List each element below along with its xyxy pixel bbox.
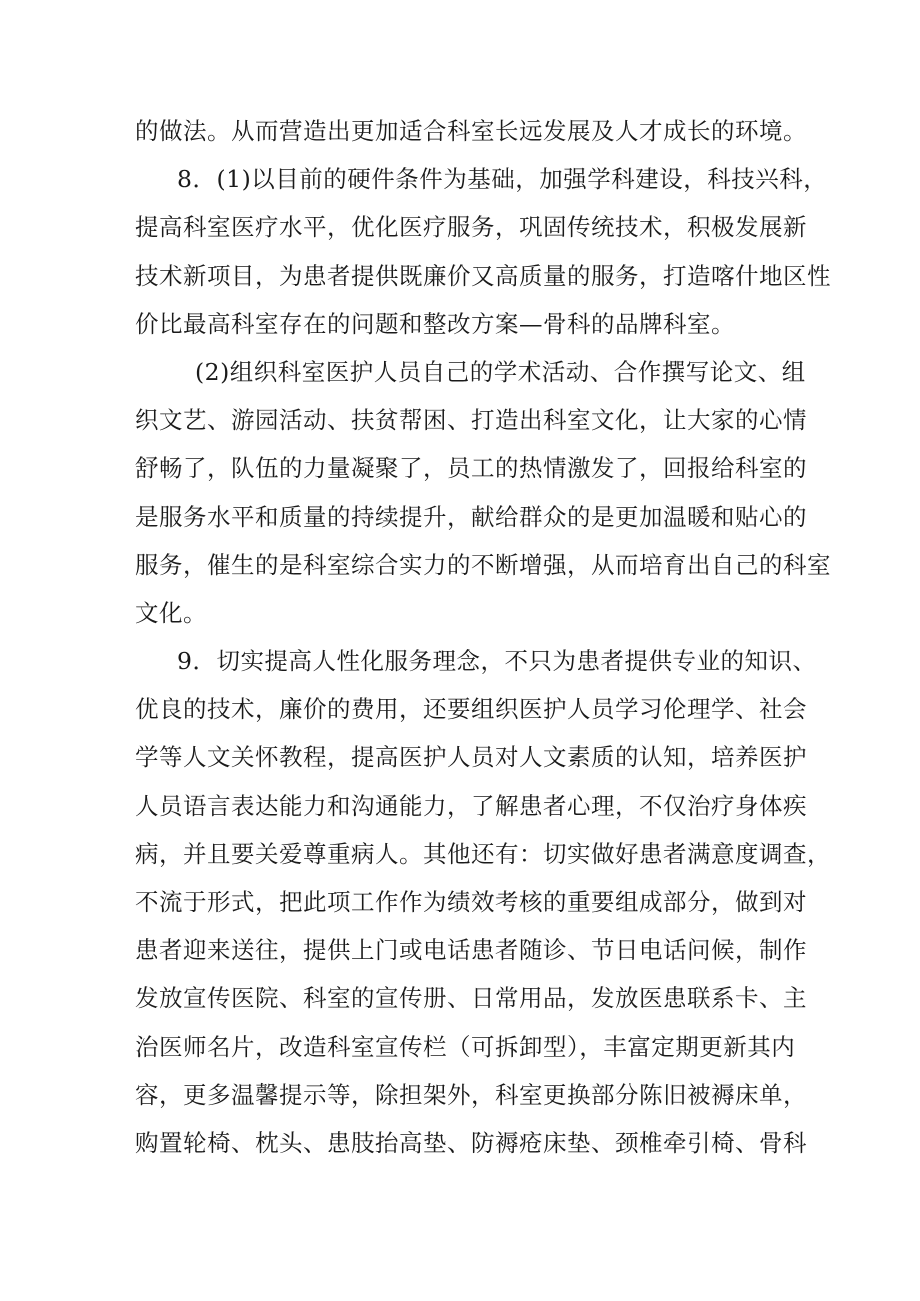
body-text xyxy=(135,107,831,1167)
text-line: 提高科室医疗水平，优化医疗服务，巩固传统技术，积极发展新 xyxy=(135,213,807,242)
text-line: 购置轮椅、枕头、患肢抬高垫、防褥疮床垫、颈椎牵引椅、骨科 xyxy=(135,1128,807,1157)
text-line: 学等人文关怀教程，提高医护人员对人文素质的认知，培养医护 xyxy=(135,743,807,772)
text-line: (2)组织科室医护人员自己的学术活动、合作撰写论文、组 xyxy=(195,357,806,386)
text-line: 治医师名片，改造科室宣传栏（可拆卸型），丰富定期更新其内 xyxy=(135,1032,796,1061)
text-line: 不流于形式，把此项工作作为绩效考核的重要组成部分，做到对 xyxy=(135,888,807,916)
text-line: 8．(1)以目前的硬件条件为基础，加强学科建设，科技兴科， xyxy=(177,165,828,194)
text-line: 容，更多温馨提示等，除担架外，科室更换部分陈旧被褥床单， xyxy=(135,1080,807,1109)
text-line: 技术新项目，为患者提供既廉价又高质量的服务，打造喀什地区性 xyxy=(135,261,831,290)
text-line: 服务，催生的是科室综合实力的不断增强，从而培育出自己的科室 xyxy=(135,550,831,579)
text-line: 优良的技术，廉价的费用，还要组织医护人员学习伦理学、社会 xyxy=(135,695,807,724)
text-line: 人员语言表达能力和沟通能力，了解患者心理，不仅治疗身体疾 xyxy=(135,791,807,820)
text-line: 患者迎来送往，提供上门或电话患者随诊、节日电话问候，制作 xyxy=(135,936,807,965)
text-line: 发放宣传医院、科室的宣传册、日常用品，发放医患联系卡、主 xyxy=(135,984,807,1013)
text-line: 是服务水平和质量的持续提升，献给群众的是更加温暖和贴心的 xyxy=(135,502,807,531)
text-line: 9．切实提高人性化服务理念，不只为患者提供专业的知识、 xyxy=(177,647,817,676)
text-line: 舒畅了，队伍的力量凝聚了，员工的热情激发了，回报给科室的 xyxy=(135,454,807,483)
text-line: 的做法。从而营造出更加适合科室长远发展及人才成长的环境。 xyxy=(135,117,807,145)
text-line: 文化。 xyxy=(135,598,207,627)
text-line: 病，并且要关爱尊重病人。其他还有：切实做好患者满意度调查， xyxy=(135,839,831,868)
text-line: 价比最高科室存在的问题和整改方案—骨科的品牌科室。 xyxy=(135,309,735,338)
text-line: 织文艺、游园活动、扶贫帮困、打造出科室文化，让大家的心情 xyxy=(135,406,807,435)
